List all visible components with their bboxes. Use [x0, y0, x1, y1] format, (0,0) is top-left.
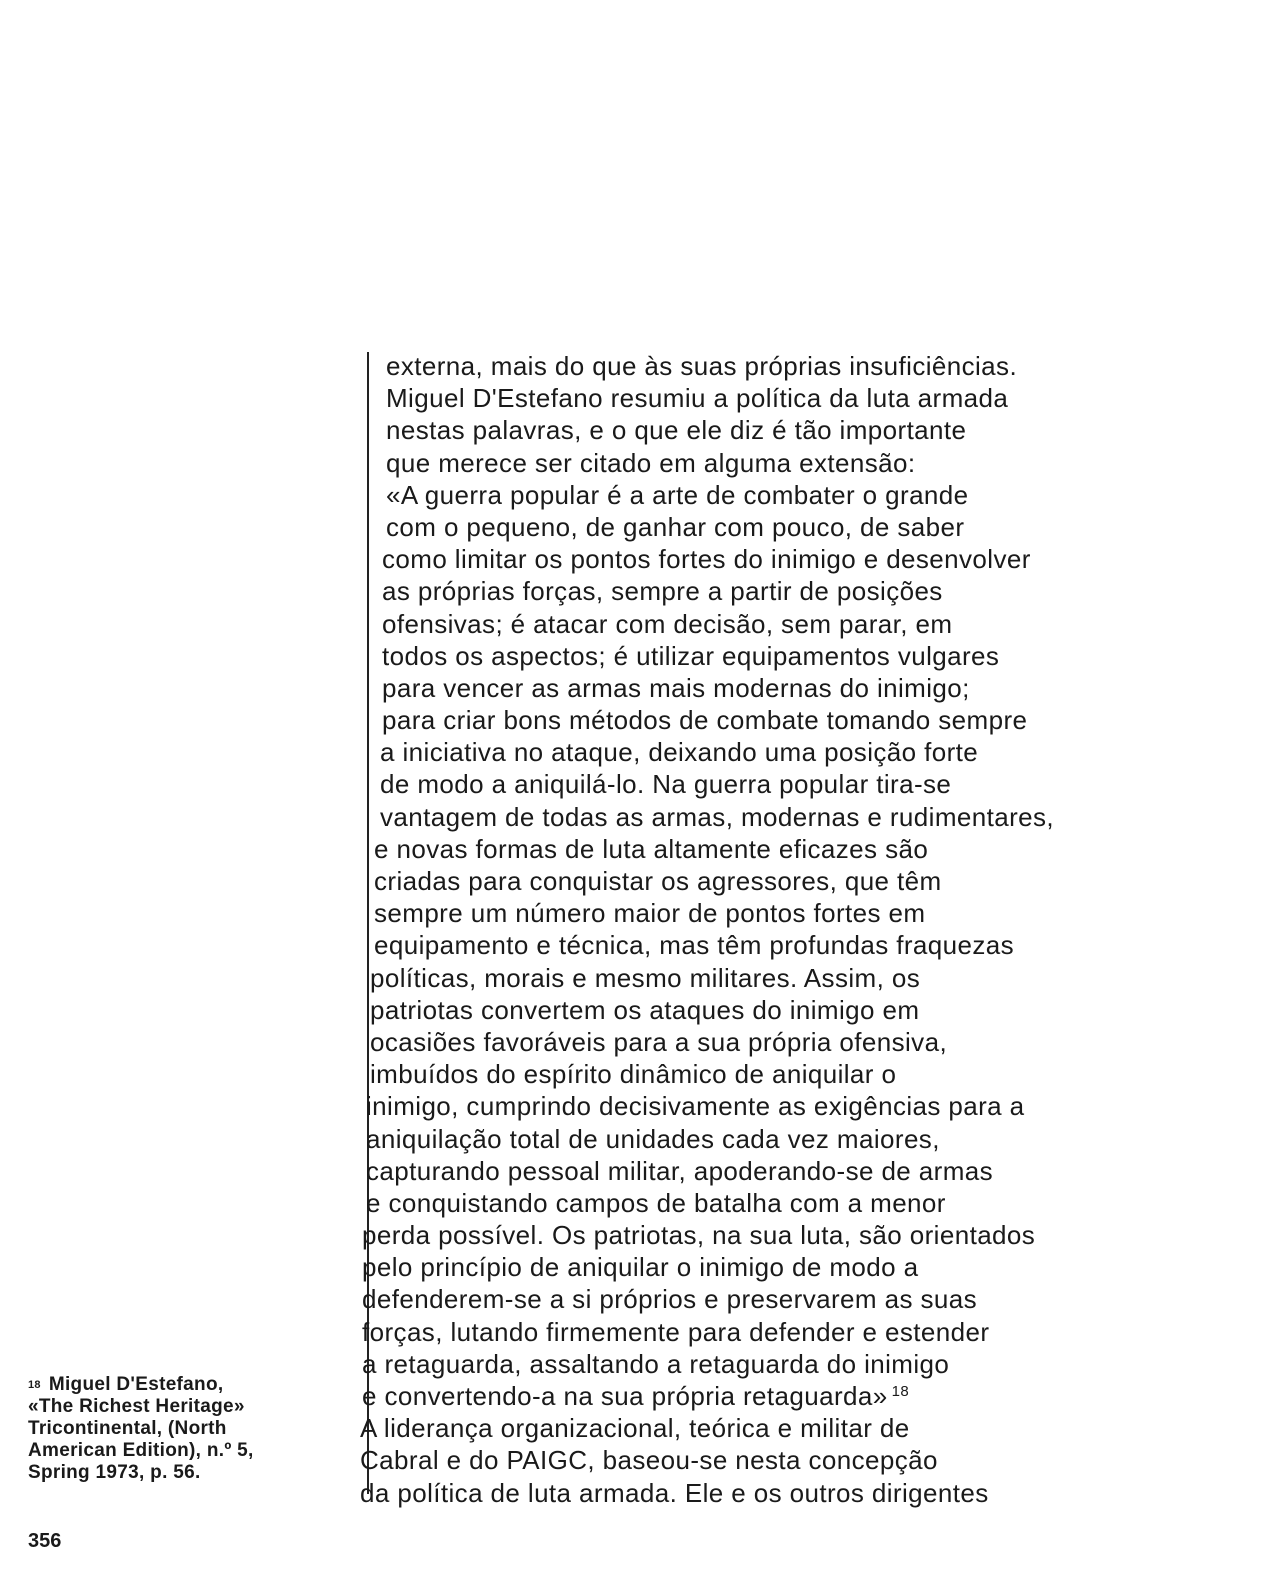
footnote-marker: 18 [28, 1379, 41, 1391]
footnote-line: Spring 1973, p. 56. [28, 1462, 201, 1483]
text-line: nestas palavras, e o que ele diz é tão importante [386, 415, 967, 446]
text-line: a iniciativa no ataque, deixando uma posição forte [380, 737, 979, 768]
text-line: pelo princípio de aniquilar o inimigo de modo a [362, 1252, 919, 1283]
text-line: patriotas convertem os ataques do inimigo em [370, 994, 920, 1025]
text-line: Miguel D'Estefano resumiu a política da luta armada [386, 383, 1009, 414]
text-line: e conquistando campos de batalha com a menor [366, 1187, 946, 1218]
text-line: defenderem-se a si próprios e preservarem as suas [362, 1284, 977, 1315]
text-line: que merece ser citado em alguma extensão: [386, 447, 916, 478]
quote-end-text: e convertendo-a na sua própria retaguarda» [362, 1381, 888, 1411]
footnote-text: Miguel D'Estefano, [48, 1374, 224, 1395]
text-line: aniquilação total de unidades cada vez maiores, [366, 1123, 940, 1154]
text-line: como limitar os pontos fortes do inimigo e desenvolver [382, 544, 1031, 575]
text-line: imbuídos do espírito dinâmico de aniquilar o [370, 1059, 897, 1090]
text-line: a retaguarda, assaltando a retaguarda do inimigo [362, 1348, 950, 1379]
text-line: de modo a aniquilá-lo. Na guerra popular tira-se [380, 769, 952, 800]
text-line: criadas para conquistar os agressores, que têm [374, 866, 942, 896]
text-line: forças, lutando firmemente para defender e estender [362, 1316, 990, 1347]
text-line: para criar bons métodos de combate tomando sempre [382, 705, 1028, 736]
footnote-reference: 18 [891, 1383, 910, 1400]
text-line: ocasiões favoráveis para a sua própria ofensiva, [370, 1026, 948, 1057]
text-line: políticas, morais e mesmo militares. Assim, os [370, 962, 921, 993]
footnote [28, 1374, 338, 1484]
page-number: 356 [28, 1530, 62, 1552]
text-line: e novas formas de luta altamente eficazes são [374, 833, 929, 864]
text-line: todos os aspectos; é utilizar equipamentos vulgares [382, 640, 1000, 671]
text-line: Cabral e do PAIGC, baseou-se nesta concepção [360, 1445, 938, 1476]
text-line: capturando pessoal militar, apoderando-se de armas [366, 1155, 994, 1186]
text-line: para vencer as armas mais modernas do inimigo; [382, 672, 970, 703]
text-line: com o pequeno, de ganhar com pouco, de saber [386, 511, 965, 542]
footnote-line: American Edition), n.º 5, [28, 1440, 254, 1461]
footnote-line: «The Richest Heritage» [28, 1396, 245, 1417]
text-line: vantagem de todas as armas, modernas e rudimentares, [380, 801, 1055, 832]
text-line: externa, mais do que às suas próprias insuficiências. [386, 351, 1018, 381]
text-line: sempre um número maior de pontos fortes em [374, 898, 926, 929]
text-line [360, 1380, 1240, 1412]
text-line: inimigo, cumprindo decisivamente as exigências para a [366, 1091, 1025, 1122]
text-line: perda possível. Os patriotas, na sua luta, são orientados [362, 1220, 1036, 1251]
main-text-column [360, 350, 1240, 1509]
text-line: ofensivas; é atacar com decisão, sem parar, em [382, 608, 953, 639]
text-line: equipamento e técnica, mas têm profundas fraquezas [374, 930, 1015, 961]
footnote-line [28, 1374, 338, 1396]
text-line: A liderança organizacional, teórica e militar de [360, 1413, 910, 1444]
footnote-line: Tricontinental, (North [28, 1418, 227, 1439]
text-line: da política de luta armada. Ele e os outros dirigentes [360, 1477, 989, 1508]
text-line: «A guerra popular é a arte de combater o grande [386, 479, 969, 510]
text-line: as próprias forças, sempre a partir de posições [382, 576, 943, 607]
